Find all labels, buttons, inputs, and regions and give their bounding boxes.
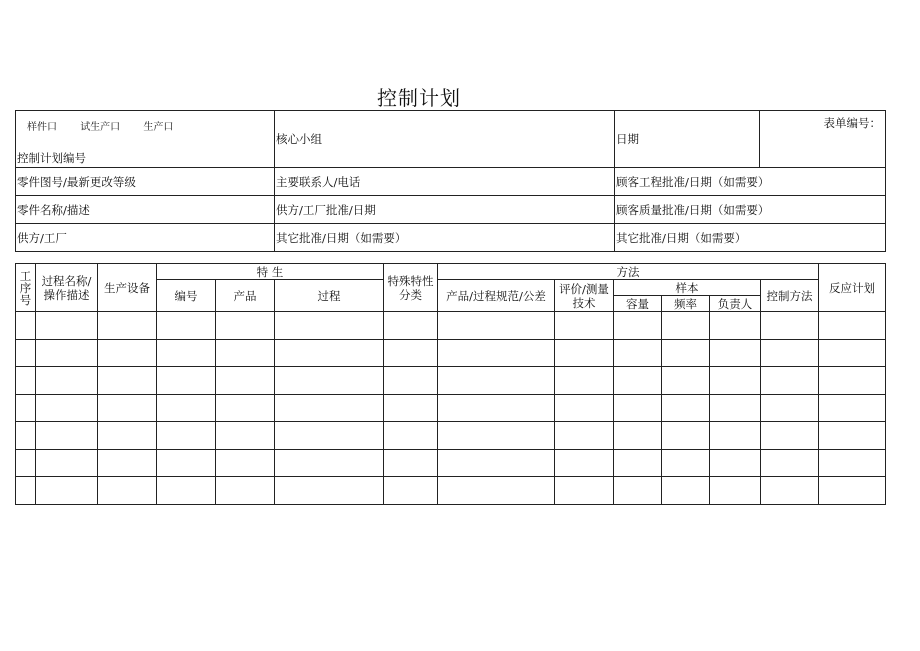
- table-cell[interactable]: [98, 422, 157, 450]
- table-cell[interactable]: [710, 394, 761, 422]
- supplier-approval-label: 供方/工厂批准/日期: [275, 196, 615, 224]
- table-cell[interactable]: [614, 312, 662, 340]
- control-plan-table: [15, 263, 886, 505]
- table-cell[interactable]: [16, 449, 36, 477]
- plan-type-cell: [16, 111, 275, 168]
- col-sample-frequency: 频率: [662, 296, 710, 312]
- table-cell[interactable]: [36, 477, 98, 505]
- table-cell[interactable]: [36, 449, 98, 477]
- date-label: 日期: [615, 111, 760, 168]
- table-cell[interactable]: [710, 339, 761, 367]
- form-number-label: 表单编号：: [823, 116, 881, 130]
- table-cell[interactable]: [216, 367, 275, 395]
- table-cell[interactable]: [710, 477, 761, 505]
- table-cell[interactable]: [157, 477, 216, 505]
- table-cell[interactable]: [438, 449, 555, 477]
- option-production[interactable]: 生产口: [143, 122, 174, 133]
- table-cell[interactable]: [819, 312, 886, 340]
- col-eval-technique: 评价/测量技术: [555, 280, 614, 312]
- table-cell[interactable]: [384, 339, 438, 367]
- table-row: [16, 312, 886, 340]
- table-cell[interactable]: [662, 422, 710, 450]
- table-cell[interactable]: [384, 477, 438, 505]
- table-cell[interactable]: [555, 394, 614, 422]
- table-cell[interactable]: [819, 339, 886, 367]
- table-row: [16, 394, 886, 422]
- table-cell[interactable]: [216, 422, 275, 450]
- table-cell[interactable]: [36, 367, 98, 395]
- table-cell[interactable]: [555, 339, 614, 367]
- table-cell[interactable]: [819, 367, 886, 395]
- customer-quality-approval-label: 顾客质量批准/日期（如需要）: [615, 196, 886, 224]
- header-table: [15, 110, 886, 252]
- table-cell[interactable]: [16, 477, 36, 505]
- table-cell[interactable]: [275, 422, 384, 450]
- table-cell[interactable]: [614, 339, 662, 367]
- col-equipment: 生产设备: [98, 264, 157, 312]
- table-cell[interactable]: [98, 367, 157, 395]
- other-approval-2-label: 其它批准/日期（如需要）: [615, 224, 886, 252]
- table-cell[interactable]: [761, 449, 819, 477]
- table-cell[interactable]: [761, 367, 819, 395]
- table-cell[interactable]: [662, 339, 710, 367]
- contact-label: 主要联系人/电话: [275, 168, 615, 196]
- table-cell[interactable]: [614, 449, 662, 477]
- table-cell[interactable]: [819, 449, 886, 477]
- col-special-class: 特殊特性分类: [384, 264, 438, 312]
- table-row: [16, 477, 886, 505]
- table-cell[interactable]: [438, 339, 555, 367]
- supplier-label: 供方/工厂: [16, 224, 275, 252]
- table-cell[interactable]: [438, 367, 555, 395]
- table-cell[interactable]: [36, 394, 98, 422]
- col-reaction-plan: 反应计划: [819, 264, 886, 312]
- table-cell[interactable]: [16, 312, 36, 340]
- table-cell[interactable]: [384, 422, 438, 450]
- table-cell[interactable]: [662, 367, 710, 395]
- table-cell[interactable]: [710, 422, 761, 450]
- table-cell[interactable]: [761, 477, 819, 505]
- table-cell[interactable]: [662, 449, 710, 477]
- table-cell[interactable]: [384, 449, 438, 477]
- col-product: 产品: [216, 280, 275, 312]
- plan-type-options: [27, 121, 193, 135]
- col-methods: 方法: [438, 264, 819, 280]
- table-cell[interactable]: [662, 394, 710, 422]
- table-cell[interactable]: [98, 394, 157, 422]
- table-cell[interactable]: [216, 339, 275, 367]
- col-spec-tolerance: 产品/过程规范/公差: [438, 280, 555, 312]
- col-process: 过程: [275, 280, 384, 312]
- table-cell[interactable]: [16, 394, 36, 422]
- table-cell[interactable]: [36, 312, 98, 340]
- table-cell[interactable]: [819, 477, 886, 505]
- table-cell[interactable]: [275, 477, 384, 505]
- table-cell[interactable]: [275, 394, 384, 422]
- table-cell[interactable]: [275, 449, 384, 477]
- customer-eng-approval-label: 顾客工程批准/日期（如需要）: [615, 168, 886, 196]
- other-approval-1-label: 其它批准/日期（如需要）: [275, 224, 615, 252]
- table-cell[interactable]: [157, 449, 216, 477]
- option-prototype[interactable]: 样件口: [27, 122, 57, 133]
- table-cell[interactable]: [662, 312, 710, 340]
- table-cell[interactable]: [614, 394, 662, 422]
- table-cell[interactable]: [16, 339, 36, 367]
- table-cell[interactable]: [157, 339, 216, 367]
- table-cell[interactable]: [710, 449, 761, 477]
- table-cell[interactable]: [438, 394, 555, 422]
- table-cell[interactable]: [438, 312, 555, 340]
- table-cell[interactable]: [98, 477, 157, 505]
- table-cell[interactable]: [216, 477, 275, 505]
- table-cell[interactable]: [157, 422, 216, 450]
- col-sample-capacity: 容量: [614, 296, 662, 312]
- part-number-label: 零件图号/最新更改等级: [16, 168, 275, 196]
- table-cell[interactable]: [384, 394, 438, 422]
- table-cell[interactable]: [555, 422, 614, 450]
- col-process-number: 工序号: [16, 264, 36, 312]
- table-cell[interactable]: [98, 339, 157, 367]
- table-cell[interactable]: [16, 422, 36, 450]
- table-cell[interactable]: [98, 449, 157, 477]
- core-team-label: 核心小组: [275, 111, 615, 168]
- table-cell[interactable]: [216, 312, 275, 340]
- col-control-method: 控制方法: [761, 280, 819, 312]
- table-cell[interactable]: [761, 394, 819, 422]
- table-cell[interactable]: [710, 367, 761, 395]
- table-cell[interactable]: [555, 477, 614, 505]
- table-cell[interactable]: [157, 367, 216, 395]
- table-cell[interactable]: [275, 312, 384, 340]
- table-cell[interactable]: [216, 394, 275, 422]
- table-cell[interactable]: [438, 422, 555, 450]
- table-cell[interactable]: [384, 367, 438, 395]
- table-cell[interactable]: [710, 312, 761, 340]
- table-cell[interactable]: [761, 312, 819, 340]
- table-cell[interactable]: [614, 422, 662, 450]
- table-cell[interactable]: [555, 312, 614, 340]
- table-cell[interactable]: [555, 449, 614, 477]
- plan-number-label: 控制计划编号: [17, 151, 86, 165]
- col-sample-owner: 负责人: [710, 296, 761, 312]
- table-cell[interactable]: [216, 449, 275, 477]
- table-cell[interactable]: [16, 367, 36, 395]
- table-cell[interactable]: [98, 312, 157, 340]
- page-title: 控制计划: [377, 86, 461, 110]
- table-row: [16, 422, 886, 450]
- table-cell[interactable]: [36, 339, 98, 367]
- table-cell[interactable]: [555, 367, 614, 395]
- table-cell[interactable]: [761, 422, 819, 450]
- table-cell[interactable]: [761, 339, 819, 367]
- table-cell[interactable]: [157, 312, 216, 340]
- table-row: [16, 339, 886, 367]
- table-cell[interactable]: [275, 339, 384, 367]
- col-char-number: 编号: [157, 280, 216, 312]
- table-cell[interactable]: [36, 422, 98, 450]
- col-process-name: 过程名称/操作描述: [36, 264, 98, 312]
- table-row: [16, 367, 886, 395]
- form-number-cell: [760, 111, 886, 168]
- part-name-label: 零件名称/描述: [16, 196, 275, 224]
- table-cell[interactable]: [819, 394, 886, 422]
- col-sample: 样本: [614, 280, 761, 296]
- table-cell[interactable]: [384, 312, 438, 340]
- col-characteristics: 特 生: [157, 264, 384, 280]
- table-cell[interactable]: [157, 394, 216, 422]
- table-cell[interactable]: [275, 367, 384, 395]
- option-pre-launch[interactable]: 试生产口: [80, 122, 121, 133]
- table-cell[interactable]: [438, 477, 555, 505]
- table-cell[interactable]: [614, 367, 662, 395]
- table-cell[interactable]: [819, 422, 886, 450]
- table-row: [16, 449, 886, 477]
- table-cell[interactable]: [662, 477, 710, 505]
- table-cell[interactable]: [614, 477, 662, 505]
